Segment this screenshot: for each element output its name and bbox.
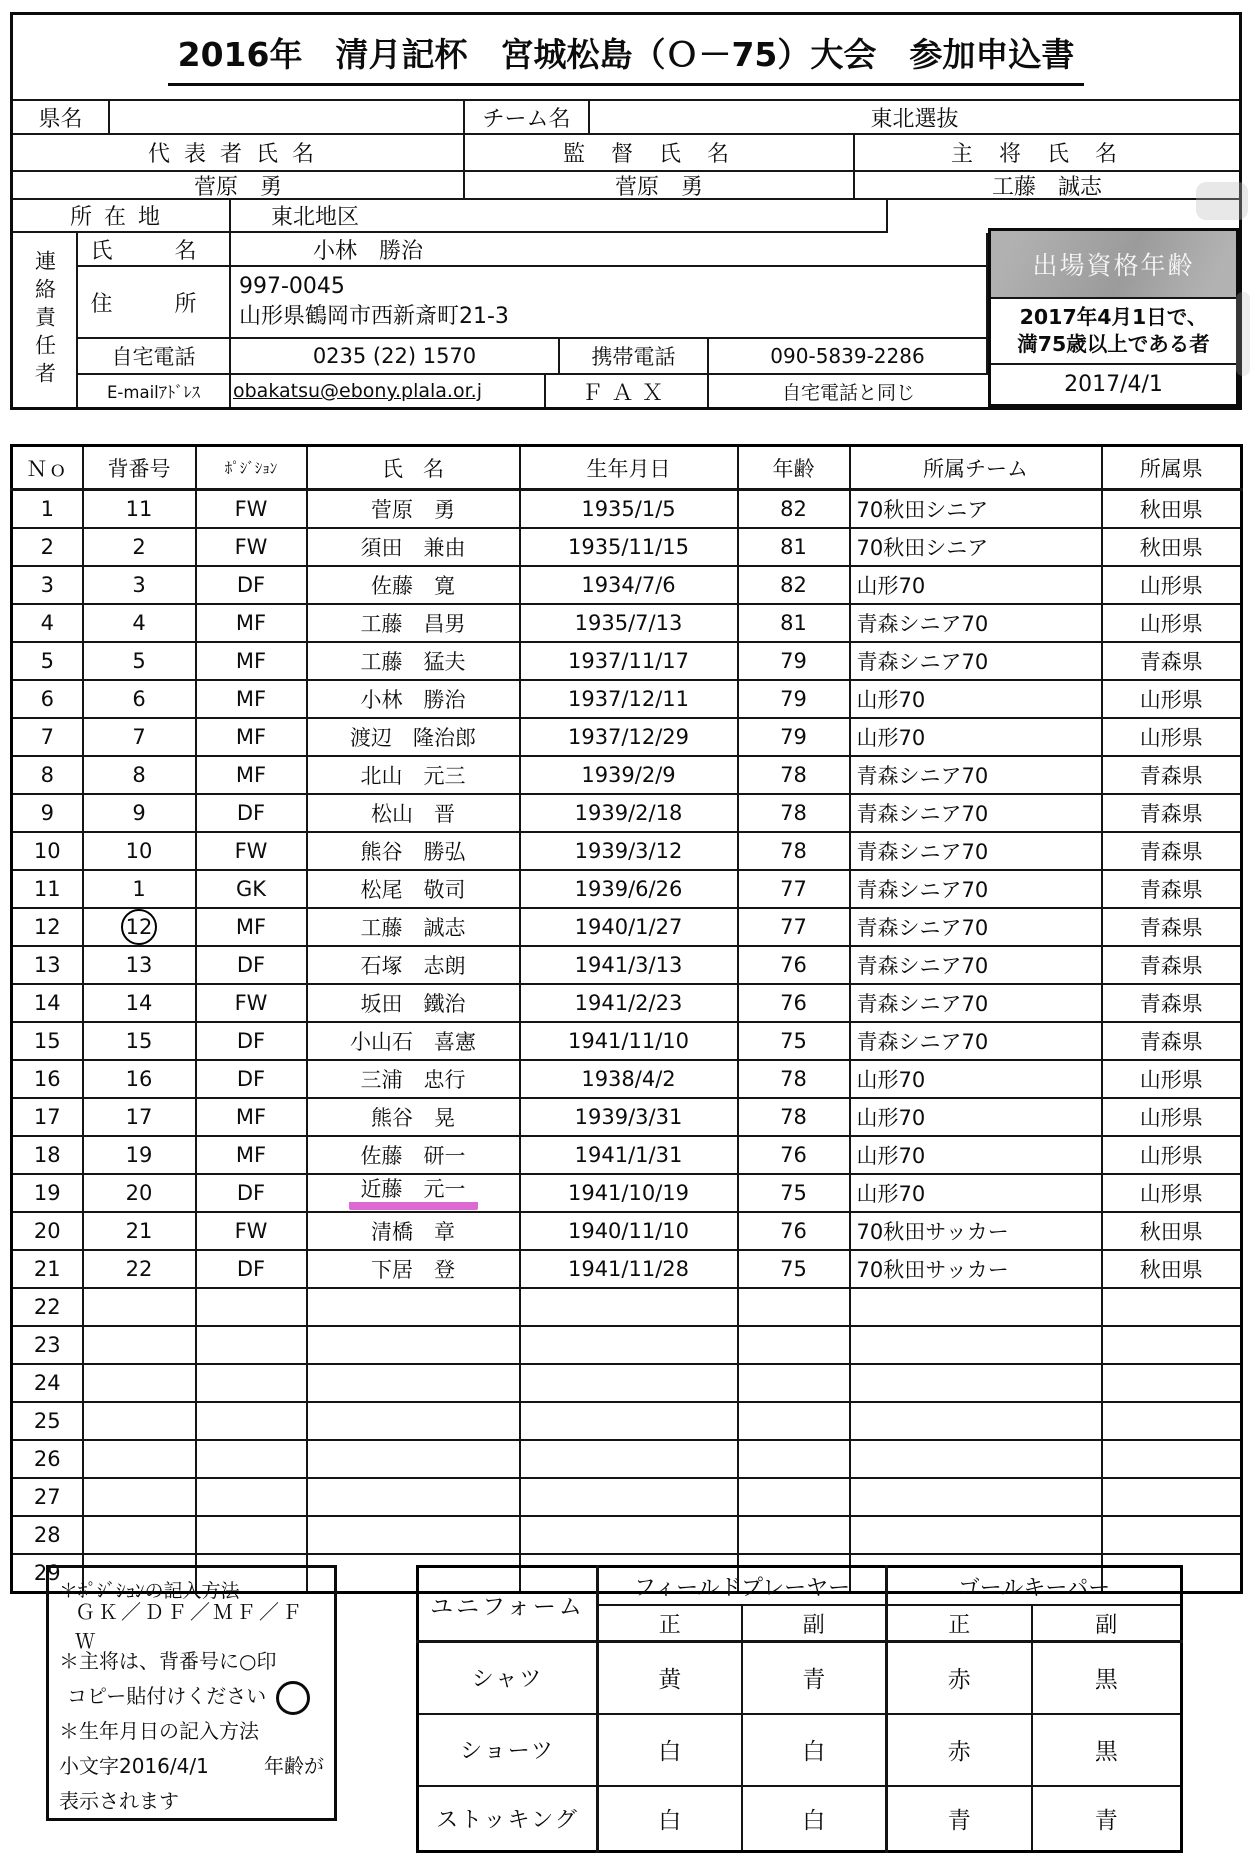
roster-birthdate: 1941/11/28 <box>567 1257 690 1281</box>
title-row <box>13 15 1239 101</box>
roster-no: 13 <box>33 953 61 977</box>
roster-row <box>12 680 1242 718</box>
roster-no: 12 <box>33 915 61 939</box>
roster-row <box>12 1098 1242 1136</box>
note-captain-mark: ＊主将は、背番号に○印 <box>59 1649 277 1673</box>
roster-team: 山形70 <box>856 726 926 750</box>
roster-age: 78 <box>780 801 807 825</box>
roster-position: MF <box>235 611 267 635</box>
roster-birthdate: 1939/6/26 <box>574 877 683 901</box>
roster-player-name: 坂田 鐵治 <box>360 992 466 1016</box>
roster-prefecture: 山形県 <box>1139 1182 1203 1206</box>
roster-prefecture: 秋田県 <box>1139 1220 1203 1244</box>
home-phone-value: 0235 (22) 1570 <box>231 339 560 375</box>
roster-player-name: 北山 元三 <box>360 764 466 788</box>
roster-row <box>12 528 1242 566</box>
roster-prefecture: 山形県 <box>1139 1144 1203 1168</box>
roster-no: 21 <box>33 1257 61 1281</box>
sample-circle-icon <box>276 1681 310 1715</box>
contact-name-value: 小林 勝治 <box>231 233 988 267</box>
note-birthdate-method: ＊生年月日の記入方法 <box>59 1719 259 1743</box>
roster-team: 山形70 <box>856 1144 926 1168</box>
roster-prefecture: 青森県 <box>1139 916 1203 940</box>
header-team: 所属チーム <box>850 446 1102 490</box>
roster-row <box>12 832 1242 870</box>
roster-birthdate: 1941/2/23 <box>574 991 683 1015</box>
roster-no: 16 <box>33 1067 61 1091</box>
roster-no: 6 <box>40 687 54 711</box>
roster-player-name: 工藤 誠志 <box>360 916 466 940</box>
eligibility-header: 出場資格年齢 <box>991 231 1236 299</box>
roster-position: MF <box>235 725 267 749</box>
roster-jersey-number: 4 <box>132 611 146 635</box>
roster-prefecture: 青森県 <box>1139 992 1203 1016</box>
roster-team: 山形70 <box>856 1068 926 1092</box>
goalkeeper-header: ゴールキーパー <box>887 1567 1182 1606</box>
representative-label: 代表者氏名 <box>13 135 465 172</box>
fp-primary-label: 正 <box>598 1605 742 1642</box>
roster-prefecture: 青森県 <box>1139 802 1203 826</box>
roster-no: 28 <box>33 1523 61 1547</box>
roster-jersey-number: 17 <box>125 1105 153 1129</box>
roster-row <box>12 1402 1242 1440</box>
roster-player-name: 工藤 昌男 <box>360 612 466 636</box>
roster-row <box>12 1440 1242 1478</box>
team-name-label: チーム名 <box>465 101 590 135</box>
roster-player-name: 小林 勝治 <box>360 688 466 712</box>
roster-position: FW <box>234 497 268 521</box>
note-position-method: ＊ﾎﾟｼﾞｼｮﾝの記入方法 <box>59 1580 240 1602</box>
location-label: 所在地 <box>13 200 231 233</box>
roster-row <box>12 1250 1242 1288</box>
roster-team: 青森シニア70 <box>856 764 989 788</box>
roster-prefecture: 山形県 <box>1139 726 1203 750</box>
note-position-options: ＧＫ／ＤＦ／ＭＦ／ＦＷ <box>75 1599 305 1653</box>
fp-secondary-label: 副 <box>742 1605 887 1642</box>
header-age: 年齢 <box>738 446 850 490</box>
roster-prefecture: 秋田県 <box>1139 536 1203 560</box>
roster-no: 22 <box>33 1295 61 1319</box>
roster-row <box>12 794 1242 832</box>
roster-header-row <box>12 446 1242 490</box>
uniform-corner-label: ユニフォーム <box>418 1567 598 1642</box>
mobile-phone-label: 携帯電話 <box>560 339 709 375</box>
roster-row <box>12 1060 1242 1098</box>
roster-age: 79 <box>780 649 807 673</box>
roster-age: 76 <box>780 953 807 977</box>
roster-row <box>12 490 1242 529</box>
roster-team: 山形70 <box>856 688 926 712</box>
uniform-row-shorts: ショーツ 白 白 赤 黒 <box>418 1714 1182 1786</box>
roster-jersey-number: 21 <box>125 1219 153 1243</box>
roster-position: GK <box>235 877 267 901</box>
roster-no: 9 <box>40 801 54 825</box>
roster-player-name: 熊谷 勝弘 <box>360 840 466 864</box>
roster-row <box>12 1516 1242 1554</box>
roster-birthdate: 1939/2/9 <box>581 763 676 787</box>
contact-group-label: 連絡責任者 <box>13 233 78 407</box>
roster-age: 77 <box>780 877 807 901</box>
note-copy-paste: コピー貼付けください <box>59 1677 324 1712</box>
roster-team: 山形70 <box>856 1106 926 1130</box>
roster-age: 75 <box>780 1257 807 1281</box>
header-number: 背番号 <box>83 446 196 490</box>
notes-box <box>46 1565 337 1821</box>
roster-position: FW <box>234 535 268 559</box>
roster-age: 78 <box>780 1067 807 1091</box>
prefecture-label: 県名 <box>13 101 110 135</box>
gk-primary-label: 正 <box>887 1605 1032 1642</box>
roster-birthdate: 1935/11/15 <box>567 535 690 559</box>
roster-birthdate: 1941/11/10 <box>567 1029 690 1053</box>
roster-no: 18 <box>33 1143 61 1167</box>
roster-team: 青森シニア70 <box>856 612 989 636</box>
roster-team: 青森シニア70 <box>856 650 989 674</box>
roster-prefecture: 山形県 <box>1139 1106 1203 1130</box>
roster-no: 7 <box>40 725 54 749</box>
roster-prefecture: 青森県 <box>1139 954 1203 978</box>
roster-jersey-number: 6 <box>132 687 146 711</box>
roster-player-name: 菅原 勇 <box>371 498 455 522</box>
roster-no: 14 <box>33 991 61 1015</box>
roster-jersey-number: 19 <box>125 1143 153 1167</box>
roster-player-name: 松山 晋 <box>371 802 455 826</box>
roster-position: DF <box>236 801 266 825</box>
scan-artifact <box>1196 182 1248 220</box>
mobile-phone-value: 090-5839-2286 <box>709 339 988 375</box>
roster-prefecture: 青森県 <box>1139 1030 1203 1054</box>
note-displayed: 表示されます <box>59 1789 179 1813</box>
roster-age: 75 <box>780 1029 807 1053</box>
roster-row <box>12 946 1242 984</box>
email-value: obakatsu@ebony.plala.or.j <box>231 375 546 407</box>
roster-player-name: 佐藤 研一 <box>360 1144 466 1168</box>
roster-jersey-number: 2 <box>132 535 146 559</box>
roster-position: FW <box>234 1219 268 1243</box>
roster-jersey-number: 20 <box>125 1181 153 1205</box>
roster-no: 3 <box>40 573 54 597</box>
roster-row <box>12 1288 1242 1326</box>
roster-no: 29 <box>33 1561 61 1585</box>
roster-position: MF <box>235 763 267 787</box>
roster-age: 78 <box>780 839 807 863</box>
roster-no: 5 <box>40 649 54 673</box>
uniform-item: ストッキング <box>418 1786 598 1852</box>
note-birthdate-example: 小文字2016/4/1 年齢が <box>59 1754 324 1778</box>
roster-row <box>12 1326 1242 1364</box>
roster-age: 76 <box>780 991 807 1015</box>
roster-team: 青森シニア70 <box>856 916 989 940</box>
roster-no: 26 <box>33 1447 61 1471</box>
manager-value: 菅原 勇 <box>465 172 855 200</box>
uniform-item: シャツ <box>418 1642 598 1714</box>
roster-age: 82 <box>780 573 807 597</box>
roster-birthdate: 1937/11/17 <box>567 649 690 673</box>
roster-player-name: 松尾 敬司 <box>360 878 466 902</box>
roster-position: DF <box>236 1257 266 1281</box>
roster-position: MF <box>235 915 267 939</box>
roster-prefecture: 青森県 <box>1139 764 1203 788</box>
roster-no: 4 <box>40 611 54 635</box>
roster-position: FW <box>234 991 268 1015</box>
roster-row <box>12 566 1242 604</box>
roster-birthdate: 1935/7/13 <box>574 611 683 635</box>
roster-jersey-number: 7 <box>132 725 146 749</box>
team-name-value: 東北選抜 <box>590 101 1239 135</box>
eligibility-line1: 2017年4月1日で、 <box>1019 305 1208 329</box>
roster-row <box>12 870 1242 908</box>
roster-player-name: 三浦 忠行 <box>360 1068 466 1092</box>
uniform-table <box>416 1565 1183 1853</box>
roster-prefecture: 青森県 <box>1139 650 1203 674</box>
roster-position: FW <box>234 839 268 863</box>
roster-age: 81 <box>780 611 807 635</box>
fax-value: 自宅電話と同じ <box>781 381 915 404</box>
roster-prefecture: 山形県 <box>1139 612 1203 636</box>
roster-age: 79 <box>780 687 807 711</box>
page-title: 2016年 清月記杯 宮城松島（Ｏ－75）大会 参加申込書 <box>168 29 1085 86</box>
roster-prefecture: 青森県 <box>1139 878 1203 902</box>
roster-row <box>12 1478 1242 1516</box>
contact-address-value <box>231 267 988 339</box>
roster-team: 青森シニア70 <box>856 954 989 978</box>
header-birthdate: 生年月日 <box>520 446 738 490</box>
roster-team: 青森シニア70 <box>856 1030 989 1054</box>
roster-jersey-number: 11 <box>125 497 153 521</box>
header-position: ﾎﾟｼﾞｼｮﾝ <box>196 446 307 490</box>
header-prefecture: 所属県 <box>1102 446 1242 490</box>
eligibility-date: 2017/4/1 <box>1064 372 1163 397</box>
roster-no: 15 <box>33 1029 61 1053</box>
roster-age: 79 <box>780 725 807 749</box>
roster-position: DF <box>236 1181 266 1205</box>
roster-player-name: 熊谷 晃 <box>371 1106 455 1130</box>
roster-prefecture: 青森県 <box>1139 840 1203 864</box>
header-name: 氏名 <box>307 446 520 490</box>
roster-birthdate: 1934/7/6 <box>581 573 676 597</box>
roster-jersey-number: 16 <box>125 1067 153 1091</box>
roster-row <box>12 718 1242 756</box>
roster-age: 77 <box>780 915 807 939</box>
roster-jersey-number: 15 <box>125 1029 153 1053</box>
roster-player-name: 石塚 志朗 <box>360 954 466 978</box>
roster-team: 70秋田シニア <box>856 498 989 522</box>
roster-row <box>12 756 1242 794</box>
roster-position: DF <box>236 573 266 597</box>
roster-age: 75 <box>780 1181 807 1205</box>
roster-no: 2 <box>40 535 54 559</box>
eligibility-box <box>988 228 1239 407</box>
roster-position: MF <box>235 649 267 673</box>
roster-player-name: 須田 兼由 <box>360 536 466 560</box>
roster-team: 青森シニア70 <box>856 992 989 1016</box>
roster-no: 20 <box>33 1219 61 1243</box>
roster-row <box>12 604 1242 642</box>
roster-player-name: 渡辺 隆治郎 <box>350 726 476 750</box>
manager-label: 監督氏名 <box>465 135 855 172</box>
roster-position: MF <box>235 687 267 711</box>
roster-team: 青森シニア70 <box>856 802 989 826</box>
roster-team: 山形70 <box>856 1182 926 1206</box>
roster-position: DF <box>236 953 266 977</box>
roster-birthdate: 1941/1/31 <box>574 1143 683 1167</box>
contact-address-label: 住 所 <box>78 267 231 339</box>
home-phone-label: 自宅電話 <box>78 339 231 375</box>
street-address: 山形県鶴岡市西新斎町21-3 <box>239 304 509 329</box>
eligibility-line2: 満75歳以上である者 <box>1017 332 1210 356</box>
representative-value: 菅原 勇 <box>13 172 465 200</box>
roster-age: 76 <box>780 1143 807 1167</box>
roster-prefecture: 山形県 <box>1139 574 1203 598</box>
roster-team: 青森シニア70 <box>856 840 989 864</box>
location-value: 東北地区 <box>231 200 888 233</box>
roster-row <box>12 908 1242 946</box>
roster-birthdate: 1937/12/11 <box>567 687 690 711</box>
roster-jersey-number: 9 <box>132 801 146 825</box>
roster-prefecture: 秋田県 <box>1139 1258 1203 1282</box>
roster-birthdate: 1940/11/10 <box>567 1219 690 1243</box>
roster-row <box>12 1212 1242 1250</box>
roster-no: 8 <box>40 763 54 787</box>
roster-position: DF <box>236 1029 266 1053</box>
fax-label: ＦＡＸ <box>546 375 709 407</box>
roster-jersey-number: 22 <box>125 1257 153 1281</box>
roster-team: 山形70 <box>856 574 926 598</box>
roster-age: 81 <box>780 535 807 559</box>
roster-position: MF <box>235 1105 267 1129</box>
roster-row <box>12 642 1242 680</box>
field-player-header: フィールドプレーヤー <box>598 1567 887 1606</box>
eligibility-statement <box>991 299 1236 365</box>
roster-jersey-number: 3 <box>132 573 146 597</box>
roster-age: 82 <box>780 497 807 521</box>
roster-prefecture: 山形県 <box>1139 688 1203 712</box>
roster-jersey-number: 8 <box>132 763 146 787</box>
header-no: Ｎｏ <box>12 446 83 490</box>
roster-no: 19 <box>33 1181 61 1205</box>
top-form-box <box>10 12 1242 410</box>
roster-team: 70秋田サッカー <box>856 1258 1009 1282</box>
roster-age: 78 <box>780 1105 807 1129</box>
roster-no: 17 <box>33 1105 61 1129</box>
roster-row <box>12 1136 1242 1174</box>
gk-secondary-label: 副 <box>1032 1605 1182 1642</box>
roster-position: DF <box>236 1067 266 1091</box>
roster-birthdate: 1937/12/29 <box>567 725 690 749</box>
roster-row <box>12 1022 1242 1060</box>
contact-name-label: 氏 名 <box>78 233 231 267</box>
roster-jersey-number: 12 <box>121 909 157 945</box>
roster-age: 78 <box>780 763 807 787</box>
roster-team: 青森シニア70 <box>856 878 989 902</box>
prefecture-value <box>110 101 465 135</box>
scan-artifact <box>1236 292 1250 376</box>
roster-age: 76 <box>780 1219 807 1243</box>
roster-row <box>12 984 1242 1022</box>
roster-no: 23 <box>33 1333 61 1357</box>
roster-no: 11 <box>33 877 61 901</box>
roster-table <box>10 444 1243 1594</box>
roster-jersey-number: 14 <box>125 991 153 1015</box>
roster-jersey-number: 10 <box>125 839 153 863</box>
roster-player-name: 近藤 元一 <box>349 1177 478 1210</box>
roster-no: 27 <box>33 1485 61 1509</box>
captain-label: 主将氏名 <box>855 135 1239 172</box>
roster-player-name: 佐藤 寛 <box>371 574 455 598</box>
roster-no: 1 <box>40 497 54 521</box>
roster-jersey-number: 13 <box>125 953 153 977</box>
captain-value: 工藤 誠志 <box>855 172 1239 200</box>
roster-player-name: 清橋 章 <box>371 1220 455 1244</box>
roster-birthdate: 1939/3/31 <box>574 1105 683 1129</box>
roster-prefecture: 山形県 <box>1139 1068 1203 1092</box>
email-label: E-mailｱﾄﾞﾚｽ <box>78 375 231 407</box>
roster-row <box>12 1364 1242 1402</box>
roster-birthdate: 1935/1/5 <box>581 497 676 521</box>
roster-no: 25 <box>33 1409 61 1433</box>
roster-birthdate: 1941/3/13 <box>574 953 683 977</box>
roster-team: 70秋田サッカー <box>856 1220 1009 1244</box>
roster-jersey-number: 1 <box>132 877 146 901</box>
roster-team: 70秋田シニア <box>856 536 989 560</box>
roster-jersey-number: 5 <box>132 649 146 673</box>
roster-birthdate: 1938/4/2 <box>581 1067 676 1091</box>
roster-player-name: 下居 登 <box>371 1258 455 1282</box>
uniform-row-shirt: シャツ 黄 青 赤 黒 <box>418 1642 1182 1714</box>
roster-birthdate: 1939/2/18 <box>574 801 683 825</box>
roster-position: MF <box>235 1143 267 1167</box>
roster-player-name: 工藤 猛夫 <box>360 650 466 674</box>
roster-no: 10 <box>33 839 61 863</box>
roster-row <box>12 1174 1242 1212</box>
roster-player-name: 小山石 喜憲 <box>350 1030 476 1054</box>
roster-prefecture: 秋田県 <box>1139 498 1203 522</box>
roster-birthdate: 1939/3/12 <box>574 839 683 863</box>
postal-code: 997-0045 <box>239 274 345 299</box>
roster-birthdate: 1941/10/19 <box>567 1181 690 1205</box>
uniform-row-stockings: ストッキング 白 白 青 青 <box>418 1786 1182 1852</box>
roster-birthdate: 1940/1/27 <box>574 915 683 939</box>
roster-no: 24 <box>33 1371 61 1395</box>
uniform-item: ショーツ <box>418 1714 598 1786</box>
